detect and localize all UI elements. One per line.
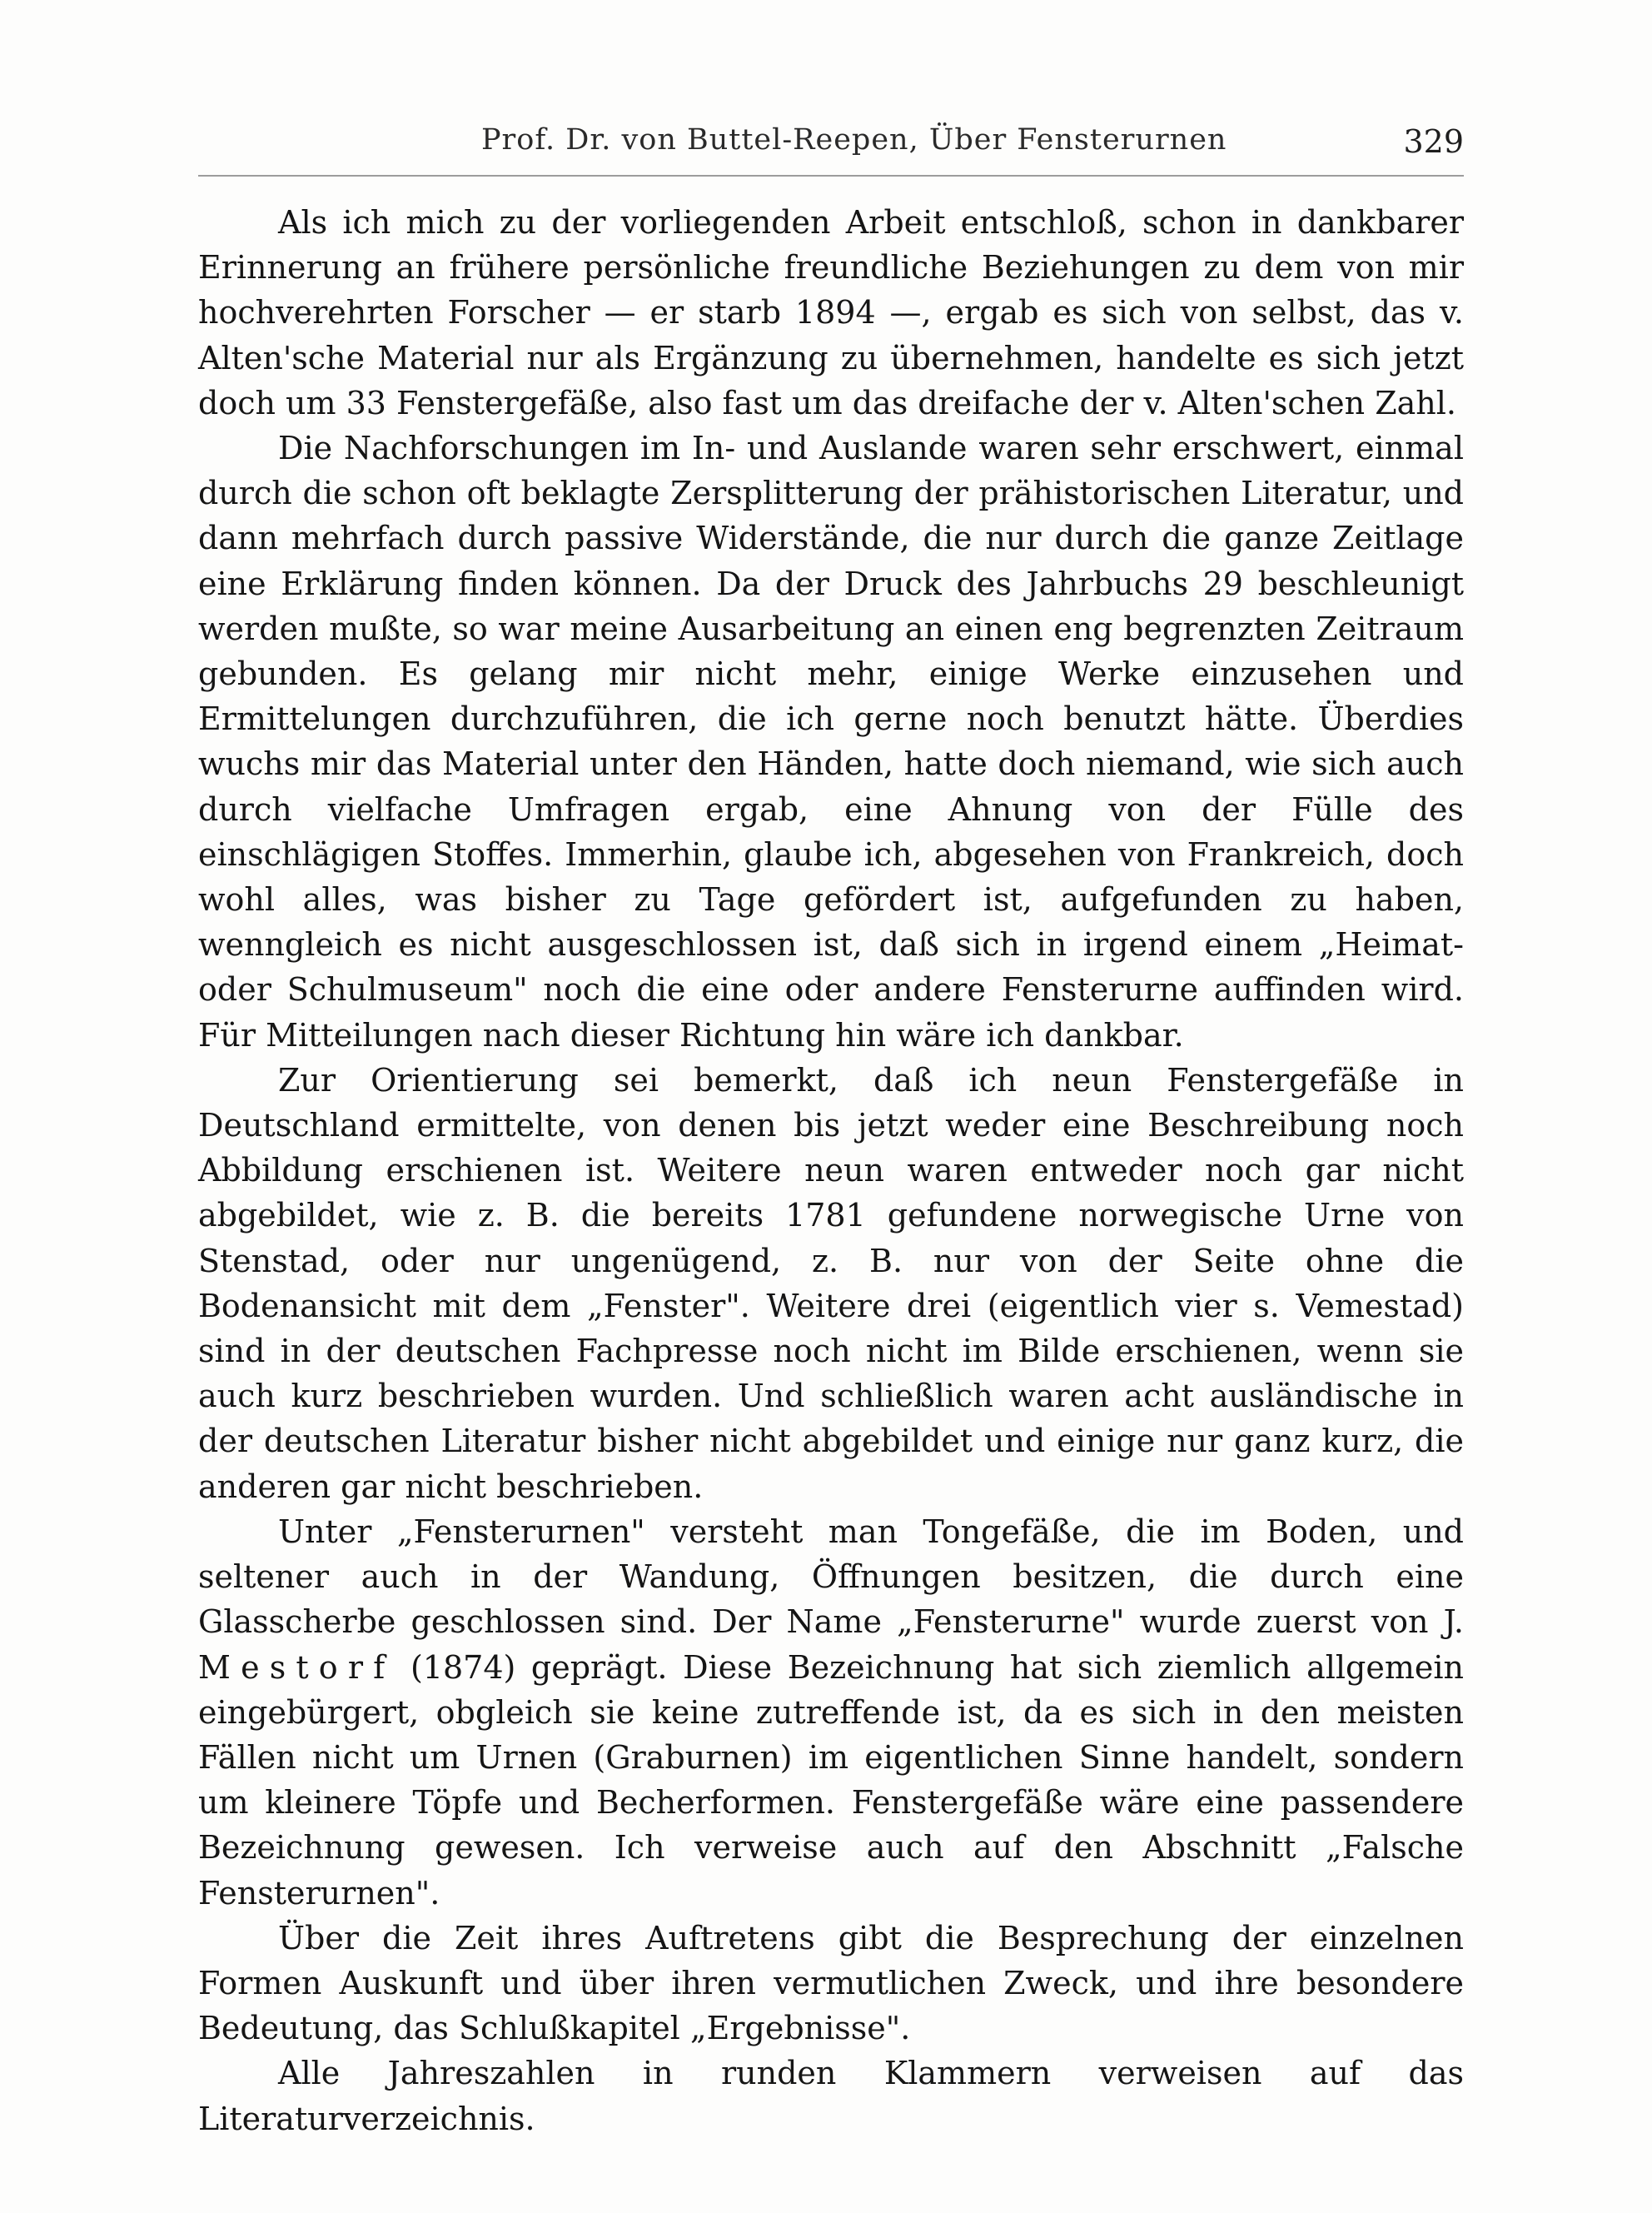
- body-text: [198, 200, 1464, 2141]
- paragraph-1: Als ich mich zu der vorliegenden Arbeit entschloß, schon in dankbarer Erinnerung an frühere persönliche freundliche Beziehungen zu dem von mir hochverehrten Forscher — er starb 1894 —, ergab es sich von selbst, das v. Alten'sche Material nur als Ergänzung zu übernehmen, handelte es sich jetzt doch um 33 Fenstergefäße, also fast um das dreifache der v. Alten'schen Zahl.: [198, 204, 1464, 421]
- paragraph-3: Zur Orientierung sei bemerkt, daß ich neun Fenstergefäße in Deutschland ermittelte, von denen bis jetzt weder eine Beschreibung noch Abbildung erschienen ist. Weitere neun waren entweder noch gar nicht abgebildet, wie z. B. die bereits 1781 gefundene norwegische Urne von Stenstad, oder nur ungenügend, z. B. nur von der Seite ohne die Bodenansicht mit dem „Fenster". Weitere drei (eigentlich vier s. Vemestad) sind in der deutschen Fachpresse noch nicht im Bilde erschienen, wenn sie auch kurz beschrieben wurden. Und schließlich waren acht ausländische in der deutschen Literatur bisher nicht abgebildet und einige nur ganz kurz, die anderen gar nicht beschrieben.: [198, 1061, 1464, 1505]
- author-name-mestorf: Mestorf: [198, 1648, 396, 1686]
- running-title: Prof. Dr. von Buttel-Reepen, Über Fensterurnen: [481, 123, 1227, 157]
- paragraph-4: [198, 1509, 1464, 1916]
- paragraph-6: Alle Jahreszahlen in runden Klammern verweisen auf das Literaturverzeichnis.: [198, 2055, 1464, 2137]
- header-rule: [198, 175, 1464, 177]
- paragraph-5: Über die Zeit ihres Auftretens gibt die Besprechung der einzelnen Formen Auskunft und über ihren vermutlichen Zweck, und ihre besondere Bedeutung, das Schlußkapitel „Ergebnisse".: [198, 1919, 1464, 2047]
- page-header: [198, 123, 1464, 182]
- paragraph-4-text-before: Unter „Fensterurnen" versteht man Tongefäße, die im Boden, und seltener auch in der Wandung, Öffnungen besitzen, die durch eine Glasscherbe geschlossen sind. Der Name „Fensterurne" wurde zuerst von J.: [198, 1513, 1464, 1641]
- paragraph-4-text-after: (1874) geprägt. Diese Bezeichnung hat sich ziemlich allgemein eingebürgert, obgleich sie keine zutreffende ist, da es sich in den meisten Fällen nicht um Urnen (Graburnen) im eigentlichen Sinne handelt, sondern um kleinere Töpfe und Becherformen. Fenstergefäße wäre eine passendere Bezeichnung gewesen. Ich verweise auch auf den Abschnitt „Falsche Fensterurnen".: [198, 1648, 1464, 1911]
- paragraph-2: Die Nachforschungen im In- und Auslande waren sehr erschwert, einmal durch die schon oft beklagte Zersplitterung der prähistorischen Literatur, und dann mehrfach durch passive Widerstände, die nur durch die ganze Zeitlage eine Erklärung finden können. Da der Druck des Jahrbuchs 29 beschleunigt werden mußte, so war meine Ausarbeitung an einen eng begrenzten Zeitraum gebunden. Es gelang mir nicht mehr, einige Werke einzusehen und Ermittelungen durchzuführen, die ich gerne noch benutzt hätte. Überdies wuchs mir das Material unter den Händen, hatte doch niemand, wie sich auch durch vielfache Umfragen ergab, eine Ahnung von der Fülle des einschlägigen Stoffes. Immerhin, glaube ich, abgesehen von Frankreich, doch wohl alles, was bisher zu Tage gefördert ist, aufgefunden zu haben, wenngleich es nicht ausgeschlossen ist, daß sich in irgend einem „Heimat- oder Schulmuseum" noch die eine oder andere Fensterurne auffinden wird. Für Mitteilungen nach dieser Richtung hin wäre ich dankbar.: [198, 430, 1464, 1054]
- page-number: 329: [1403, 123, 1464, 160]
